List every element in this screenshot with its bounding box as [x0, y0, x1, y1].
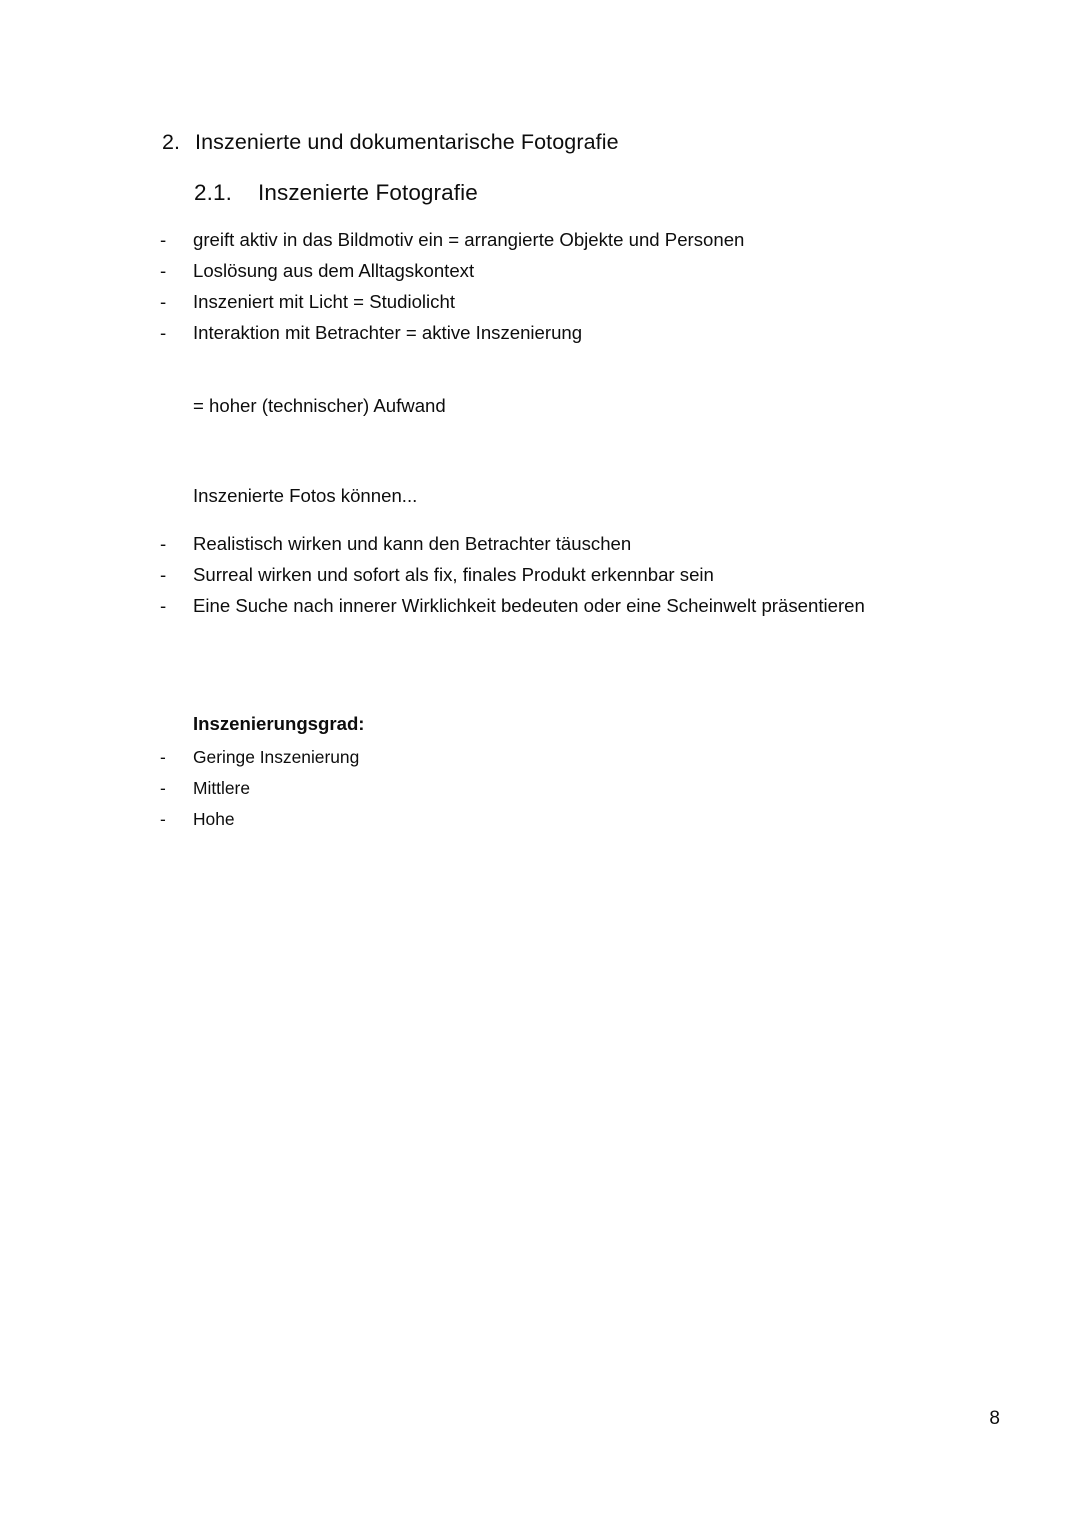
list-item-text: Inszeniert mit Licht = Studiolicht [193, 291, 455, 312]
list-item [160, 559, 880, 590]
list-item-text: Eine Suche nach innerer Wirklichkeit bedeuten oder eine Scheinwelt präsentieren [193, 595, 865, 616]
list-item-text: Realistisch wirken und kann den Betrachter täuschen [193, 533, 632, 554]
page-number: 8 [989, 1408, 1000, 1429]
list-item [160, 528, 880, 559]
summary-line: = hoher (technischer) Aufwand [193, 395, 446, 416]
bullet-dash-icon: - [160, 778, 166, 798]
list-item [160, 804, 880, 835]
bullet-dash-icon: - [160, 747, 166, 767]
heading-level-1-text: Inszenierte und dokumentarische Fotografie [195, 130, 619, 154]
heading-level-2 [194, 180, 478, 206]
subsection-title: Inszenierungsgrad: [193, 713, 365, 734]
bullet-list-degree [160, 742, 880, 835]
bullet-dash-icon: - [160, 595, 167, 616]
list-item [160, 255, 880, 286]
bullet-dash-icon: - [160, 564, 167, 585]
list-item [160, 742, 880, 773]
heading-level-1-number: 2. [162, 130, 181, 154]
heading-level-1 [162, 130, 619, 155]
heading-level-2-text: Inszenierte Fotografie [258, 180, 478, 205]
heading-level-2-number: 2.1. [194, 180, 232, 205]
list-item-text: Loslösung aus dem Alltagskontext [193, 260, 475, 281]
list-item-text: Hohe [193, 809, 235, 829]
list-item [160, 773, 880, 804]
bullet-dash-icon: - [160, 260, 167, 281]
bullet-list-main [160, 224, 880, 348]
list-item-text: Interaktion mit Betrachter = aktive Inszenierung [193, 322, 583, 343]
bullet-dash-icon: - [160, 533, 167, 554]
list-item [160, 286, 880, 317]
bullet-dash-icon: - [160, 809, 166, 829]
intro-line: Inszenierte Fotos können... [193, 485, 418, 506]
list-item-text: Mittlere [193, 778, 251, 798]
list-item-text: Geringe Inszenierung [193, 747, 360, 767]
list-item [160, 224, 880, 255]
bullet-list-effects [160, 528, 880, 621]
bullet-dash-icon: - [160, 229, 167, 250]
list-item [160, 317, 880, 348]
bullet-dash-icon: - [160, 291, 167, 312]
bullet-dash-icon: - [160, 322, 167, 343]
list-item-text: Surreal wirken und sofort als fix, finales Produkt erkennbar sein [193, 564, 714, 585]
list-item-text: greift aktiv in das Bildmotiv ein = arrangierte Objekte und Personen [193, 229, 745, 250]
list-item [160, 590, 880, 621]
